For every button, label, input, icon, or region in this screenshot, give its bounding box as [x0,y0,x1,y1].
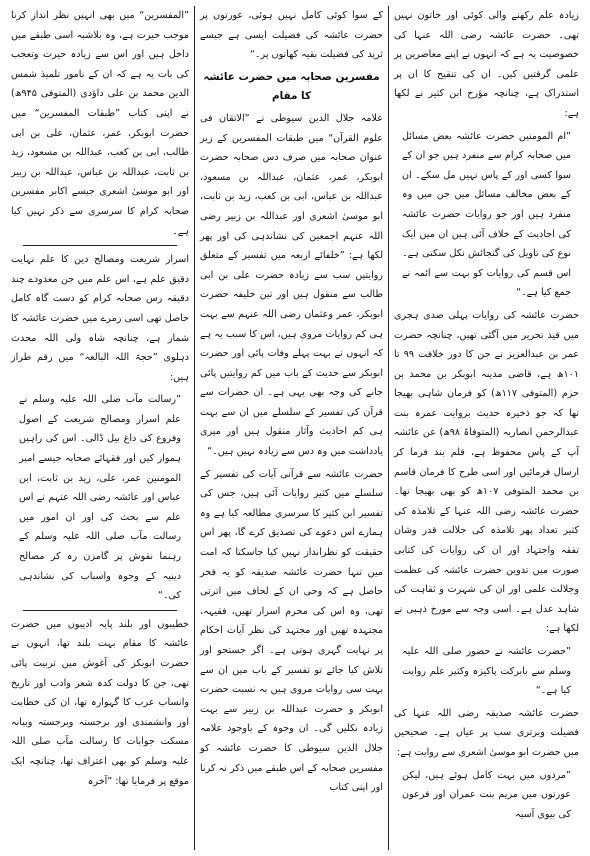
section-heading: مفسرین صحابہ میں حضرت عائشہ کا مقام [203,70,380,103]
paragraph: زیادہ علم رکھنے والی کوئی اور خاتون نہیں تھی۔ حضرت عائشہ رضی اللہ عنہا کی خصوصیت یہ ہے کہ انہوں نے اپنے معاصرین پر علمی گرفتیں کیں۔ ان کی تنقیح کا ان پر استدراک ہے، چنانچہ مؤرخ ابن کثیر نے لکھا ہے: [394,10,579,119]
text-column-right [388,6,584,850]
paragraph: خطیبوں اور بلند پایہ ادیبوں میں حضرت عائشہ کا مقام بہت بلند تھا، انہوں نے حضرت ابوبکر کی آغوش میں تربیت پائی تھی، جن کا دولت کدہ شعر وادب اور تاریخ وانساب عرب کا گہوارہ تھا، ان کی خطابت اور وانشمندی اور برجستہ وبرجستہ وبیانہ مسکت جوابات کا رسالت مآب صلی اللہ علیہ وسلم کو بھی اعتراف تھا، چنانچہ ایک موقع پر فرمایا تھا: ”آخرہ [11,618,189,787]
quote-ibn-kathir: ”ام المومنین حضرت عائشہ بعض مسائل میں صحابہ کرام سے منفرد ہیں جو ان کے سوا کسی اور کے پاس نہیں مل سکے۔ ان کے بعض مخالف مسائل میں جن میں وہ منفرد ہیں اور جو روایات حضرت عائشہ کی احادیث کے خلاف آئی ہیں ان میں ایک نوع کی تاویل کی گنجائش نکل سکتی ہے۔ اس قسم کی روایات کو بہت سے ائمہ نے جمع کیا ہے۔“ [402,130,571,299]
paragraph: اسرار شریعت ومصالح دین کا علم نہایت دقیق علم ہے، اس علم میں جن معدودے چند دقیقہ رس صحابہ کرام کو دست گاہ کامل حاصل تھی اسی زمرے میں حضرت عائشہ کا شمار ہے، چنانچہ شاہ ولی اللہ محدث دہلوی ”حجۃ اللہ البالغہ“ میں رقم طراز ہیں: [11,254,189,383]
quote-shah-waliullah: ”رسالت مآب صلی اللہ علیہ وسلم نے علم اسرار ومصالح شریعت کے اصول وفروع کی داغ بیل ڈالی۔ اس کی راہیں ہموار کیں اور فقہائے صحابہ جیسے امیر المومنین عمر، علی، زید بن ثابت، ابن عباس اور عائشہ رضی اللہ عنہم نے اس علم سے بحث کی اور ان امور میں رسالت مآب صلی اللہ علیہ وسلم کے رہنما نقوش پر گامزن رہ کر مصالح دینیہ کے وجوہ واسباب کی نشاندہی کی۔“ [19,394,181,602]
quote-hadith: ”مردوں میں بہت کامل ہوئے ہیں، لیکن عورتوں میں مریم بنت عمران اور فرعون کی بیوی آسیہ [402,769,571,820]
divider [23,610,177,611]
quote-dhahabi: ”حضرت عائشہ نے حضور صلی اللہ علیہ وسلم سے بابرکت پاکیزہ وکثیر علم روایت کیا ہے۔“ [402,646,571,697]
text-column-middle [194,6,388,850]
document-page [6,6,584,850]
paragraph: ”المفسرین“ میں بھی انہیں نظر انداز کرنا موجب حیرت ہے، وہ بلاشبہ اسی طبقے میں داخل ہیں اور اس سے زیادہ حیرت وتعجب کی بات یہ ہے کہ ان کے نامور تلمیذ شمس الدین محمد بن علی داؤدی (المتوفی ۹۴۵ھ) نے اپنی کتاب ”طبقات المفسرین“ میں حضرت ابوبکر، عمر، عثمان، علی بن ابی طالب، ابی بن کعب، عبداللہ بن مسعود، زید بن ثابت، عبداللہ بن عباس، عبداللہ بن زبیر اور ابو موسیٰ اشعری جیسے اکابر مفسرین صحابہ کرام کا سرسری سے ذکر نہیں کیا ہے۔ [11,10,189,237]
paragraph: حضرت عائشہ سے قرآنی آیات کی تفسیر کے سلسلے میں کثیر روایات آئی ہیں، جس کی تفسیر ابن کثیر کا سرسری مطالعہ کیا ہے وہ ہمارے اس دعوے کی تصدیق کرے گا، پھر اس حقیقت کو نظرانداز نہیں کیا جاسکتا کہ امت میں تنہا حضرت عائشہ صدیقہ کو یہ فخر حاصل ہے کہ وحی ان کے لحاف میں اترتی تھی، وہ اس کی محرم اسرار تھیں، فقیہہ، مجتہدہ تھیں اور مجتہد کی نظر آیات احکام پر نہایت گہری ہوتی ہے۔ اگر جستجو اور تلاش کیا جائے تو تفسیر کے باب میں ان سے بہت سی روایات مروی ہیں بہ نسبت حضرت ابوبکر و حضرت عبداللہ بن زبیر سے بہت زیادہ نکلیں گی۔ ان وجوہ کے باوجود علامہ جلال الدین سیوطی کا حضرت عائشہ کو مفسرین صحابہ کے اس طبقے میں ذکر نہ کرنا اور اپنی کتاب [200,468,383,794]
paragraph: علامہ جلال الدین سیوطی نے ”الاتقان فی علوم القرآن“ میں طبقات المفسرین کے زیر عنوان صحابہ میں صرف دس صحابہ حضرت ابوبکر، عمر، عثمان، عبداللہ بن مسعود، عبداللہ بن عباس، ابی بن کعب، زید بن ثابت، ابو موسیٰ اشعری اور عبداللہ بن زبیر رضی اللہ عنہم اجمعین کی نشاندہی کی اور پھر لکھا ہے: ”خلفائے اربعہ میں تفسیر کے متعلق روایتیں سب سے زیادہ حضرت علی بن ابی طالب سے منقول ہیں اور تین خلیفہ حضرت ابوبکر، عمر وعثمان رضی اللہ عنہم سے بہت ہی کم روایات مروی ہیں، اس کا سبب یہ ہے کہ انہوں نے بہت پہلے وفات پائی اور حضرت ابوبکر سے حدیث کے باب میں کم روایتیں پائی جانے کی وجہ بھی یہی ہے۔ ان حضرات سے قرآن کی تفسیر کے سلسلے میں ان سے بہت ہی کم احادیث وآثار منقول ہیں اور میری یادداشت میں وہ دس سے زیادہ نہیں ہیں۔“ [200,112,383,458]
paragraph: کے سوا کوئی کامل نہیں ہوئی، عورتوں پر حضرت عائشہ کی فضیلت ایسی ہے جیسے ثرید کی فضیلت بقیہ کھانوں پر۔“ [200,10,383,61]
text-column-left [6,6,194,850]
paragraph: حضرت عائشہ صدیقہ رضی اللہ عنہا کی فضیلت وبرتری سب پر عیاں ہے۔ صحیحین میں حضرت ابو موسیٰ اشعری سے روایت ہے: [394,707,579,758]
divider [23,245,177,246]
paragraph: حضرت عائشہ کی روایات پہلی صدی ہجری میں قید تحریر میں آگئی تھیں، چنانچہ حضرت عمر بن عبدالعزیز نے جن کا دور خلافت ۹۹ تا ۱۰۱ھ ہے، قاضی مدینہ ابوبکر بن محمد بن حزم (المتوفی ۱۱۷ھ) کو فرمان شاہی بھیجا تھا کہ جو ذخیرہ حدیث بروایت عمرہ بنت عبدالرحمن انصاریہ (المتوفاۃ ۹۸ھ) عن عائشہ آپ کے پاس محفوظ ہے، قلم بند فرما کر ارسال فرمائیں اور اسی طرح کا فرمان قاسم بن محمد المتوفی ۱۰۷ھ کو بھی بھیجا تھا۔ حضرت عائشہ رضی اللہ عنہا کے تلامذہ کی کثیر تعداد پھر تلامذہ کی جلالت قدر وشان تفقہ واجتہاد اور ان کی روایات کی کتابی صورت میں تدوین حضرت عائشہ کی عظمت وجلالت علمی اور ان کی شہرت و ثقاہت کی شاہد عدل ہے۔ اسی وجہ سے مورخ ذہبی نے لکھا ہے: [394,309,579,635]
